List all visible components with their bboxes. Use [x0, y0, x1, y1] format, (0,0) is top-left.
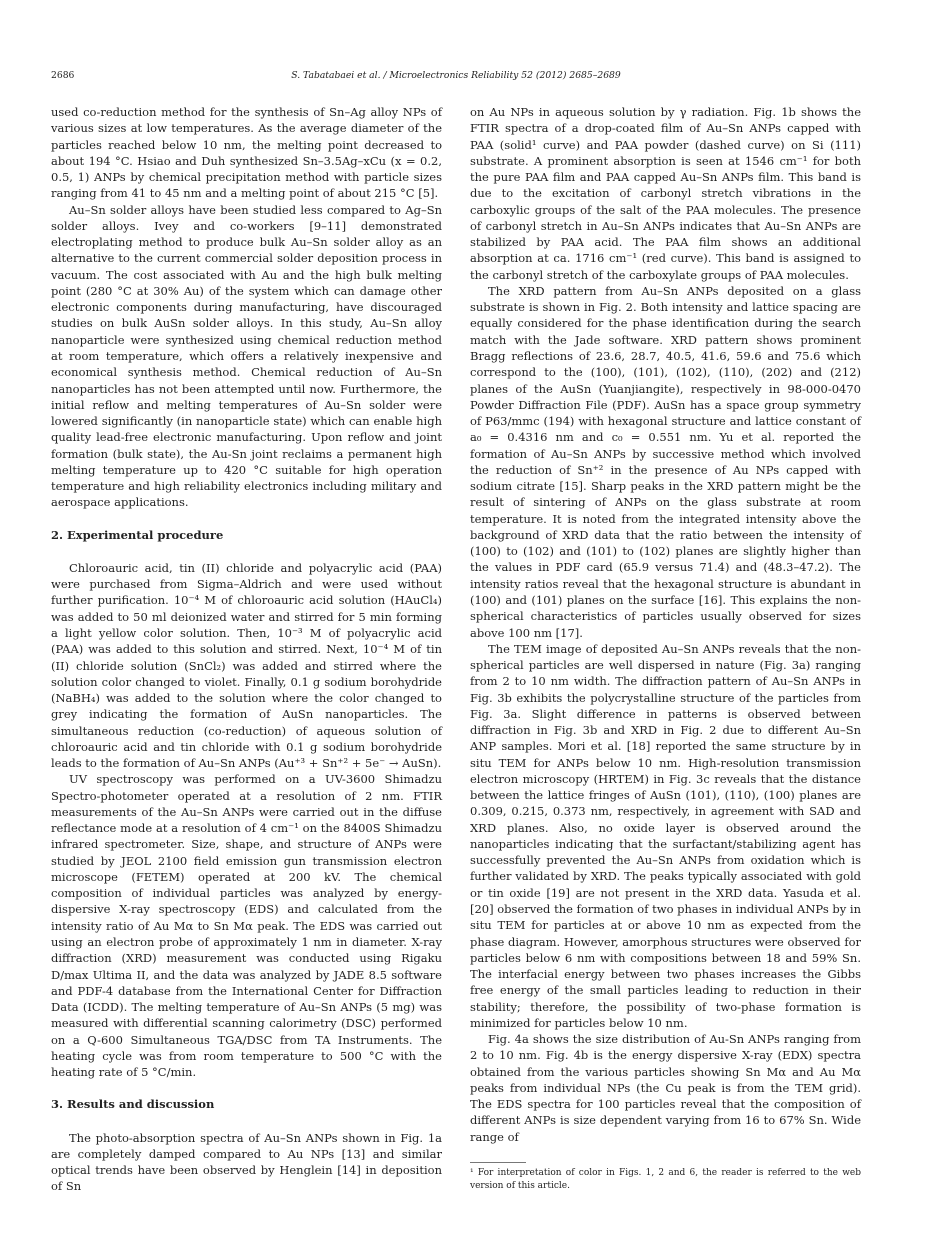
paragraph: The TEM image of deposited Au–Sn ANPs reveals that the non-spherical particles are well dispersed in nature (Fig. 3a) ranging from 2 to 10 nm width. The diffraction pattern of Au–Sn ANPs in Fig. 3b exhibits the polycrystalline structure of the particles from Fig. 3a. Slight difference in patterns is observed between diffraction in Fig. 3b and XRD in Fig. 2 due to different Au–Sn ANP samples. Mori et al. [18] reported the same structure by in situ TEM for ANPs below 10 nm. High-resolution transmission electron microscopy (HRTEM) in Fig. 3c reveals that the distance between the lattice fringes of AuSn (101), (110), (100) planes are 0.309, 0.215, 0.373 nm, respectively, in agreement with SAD and XRD planes. Also, no oxide layer is observed around the nanoparticles indicating that the surfactant/stabilizing agent has successfully prevented the Au–Sn ANPs from oxidation which is further validated by XRD. The peaks typically associated with gold or tin oxide [19] are not present in the XRD data. Yasuda et al. [20] observed the formation of two phases in individual ANPs by in situ TEM for particles at or above 10 nm as expected from the phase diagram. However, amorphous structures were observed for particles below 6 nm with compositions between 18 and 59% Sn. The interfacial energy between two phases increases the Gibbs free energy of the small particles leading to reduction in their stability; therefore, the possibility of two-phase formation is minimized for particles below 10 nm.	[470, 641, 861, 1030]
paragraph: The XRD pattern from Au–Sn ANPs deposited on a glass substrate is shown in Fig. 2. Both intensity and lattice spacing are equally considered for the phase identification during the search match with the Jade software. XRD pattern shows prominent Bragg reflections of 23.6, 28.7, 40.5, 41.6, 59.6 and 75.6 which correspond to the (100), (101), (102), (110), (202) and (212) planes of the AuSn (Yuanjiangite), respectively in 98-000-0470 Powder Diffraction File (PDF). AuSn has a space group symmetry of P63/mmc (194) with hexagonal structure and lattice constant of a₀ = 0.4316 nm and c₀ = 0.551 nm. Yu et al. reported the formation of Au–Sn ANPs by successive method which involved the reduction of Sn⁺² in the presence of Au NPs capped with sodium citrate [15]. Sharp peaks in the XRD pattern might be the result of sintering of ANPs on the glass substrate at room temperature. It is noted from the integrated intensity above the background of XRD data that the ratio between the intensity of (100) to (102) and (101) to (102) planes are slightly higher than the values in PDF card (65.9 versus 71.4) and (48.3–47.2). The intensity ratios reveal that the hexagonal structure is abundant in (100) and (101) planes on the surface [16]. This explains the non-spherical characteristics of particles usually observed for sizes above 100 nm [17].	[470, 283, 861, 640]
section-heading-experimental: 2. Experimental procedure	[51, 527, 224, 542]
page-number: 2686	[51, 70, 75, 81]
paragraph: Chloroauric acid, tin (II) chloride and polyacrylic acid (PAA) were purchased from Sigma–Aldrich and were used without further purification. 10⁻⁴ M of chloroauric acid solution (HAuCl₄) was added to 50 ml deionized water and stirred for 5 min forming a light yellow color solution. Then, 10⁻³ M of polyacrylic acid (PAA) was added to this solution and stirred. Next, 10⁻⁴ M of tin (II) chloride solution (SnCl₂) was added and stirred where the solution color changed to violet. Finally, 0.1 g sodium borohydride (NaBH₄) was added to the solution where the color changed to grey indicating the formation of AuSn nanoparticles. The simultaneous reduction (co-reduction) of aqueous solution of chloroauric acid and tin chloride with 0.1 g sodium borohydride leads to the formation of Au–Sn ANPs (Au⁺³ + Sn⁺² + 5e⁻ → AuSn).	[51, 560, 442, 771]
paragraph: on Au NPs in aqueous solution by γ radiation. Fig. 1b shows the FTIR spectra of a drop-coated film of Au–Sn ANPs capped with PAA (solid¹ curve) and PAA powder (dashed curve) on Si (111) substrate. A prominent absorption is seen at 1546 cm⁻¹ for both the pure PAA film and PAA capped Au–Sn ANPs film. This band is due to the excitation of carbonyl stretch vibrations in the carboxylic groups of the salt of the PAA molecules. The presence of carbonyl stretch in Au–Sn ANPs indicates that Au–Sn ANPs are stabilized by PAA acid. The PAA film shows an additional absorption at ca. 1716 cm⁻¹ (red curve). This band is assigned to the carbonyl stretch of the carboxylate groups of PAA molecules.	[470, 105, 861, 282]
left-column	[51, 104, 442, 1195]
page-header	[51, 70, 861, 86]
right-column	[470, 104, 861, 1193]
section-heading-results: 3. Results and discussion	[51, 1097, 215, 1112]
paragraph: The photo-absorption spectra of Au–Sn ANPs shown in Fig. 1a are completely damped compared to Au NPs [13] and similar optical trends have been observed by Henglein [14] in deposition of Sn	[51, 1130, 442, 1194]
paragraph: used co-reduction method for the synthesis of Sn–Ag alloy NPs of various sizes at low temperatures. As the average diameter of the particles reached below 10 nm, the melting point decreased to about 194 °C. Hsiao and Duh synthesized Sn–3.5Ag–xCu (x = 0.2, 0.5, 1) ANPs by chemical precipitation method with particle sizes ranging from 41 to 45 nm and a melting point of about 215 °C [5].	[51, 105, 442, 201]
paragraph: UV spectroscopy was performed on a UV-3600 Shimadzu Spectro-photometer operated at a resolution of 2 nm. FTIR measurements of the Au–Sn ANPs were carried out in the diffuse reflectance mode at a resolution of 4 cm⁻¹ on the 8400S Shimadzu infrared spectrometer. Size, shape, and structure of ANPs were studied by JEOL 2100 field emission gun transmission electron microscope (FETEM) operated at 200 kV. The chemical composition of individual particles was analyzed by energy-dispersive X-ray spectroscopy (EDS) and calculated from the intensity ratio of Au Mα to Sn Mα peak. The EDS was carried out using an electron probe of approximately 1 nm in diameter. X-ray diffraction (XRD) measurement was conducted using Rigaku D/max Ultima II, and the data was analyzed by JADE 8.5 software and PDF-4 database from the International Center for Diffraction Data (ICDD). The melting temperature of Au–Sn ANPs (5 mg) was measured with differential scanning calorimetry (DSC) performed on a Q-600 Simultaneous TGA/DSC from TA Instruments. The heating cycle was from room temperature to 500 °C with the heating rate of 5 °C/min.	[51, 772, 442, 1080]
journal-running-title: S. Tabatabaei et al. / Microelectronics Reliability 52 (2012) 2685–2689	[291, 70, 621, 81]
footnote: ¹ For interpretation of color in Figs. 1, 2 and 6, the reader is referred to the web version of this article.	[470, 1168, 861, 1191]
paragraph: Fig. 4a shows the size distribution of Au-Sn ANPs ranging from 2 to 10 nm. Fig. 4b is the energy dispersive X-ray (EDX) spectra obtained from the various particles showing Sn Mα and Au Mα peaks from individual NPs (the Cu peak is from the TEM grid). The EDS spectra for 100 particles reveal that the composition of different ANPs is size dependent varying from 16 to 67% Sn. Wide range of	[470, 1032, 861, 1144]
footnote-divider	[470, 1162, 526, 1163]
paragraph: Au–Sn solder alloys have been studied less compared to Ag–Sn solder alloys. Ivey and co-workers [9–11] demonstrated electroplating method to produce bulk Au–Sn solder alloy as an alternative to the current commercial solder deposition process in vacuum. The cost associated with Au and the high bulk melting point (280 °C at 30% Au) of the system which can damage other electronic components during manufacturing, have discouraged studies on bulk AuSn solder alloys. In this study, Au–Sn alloy nanoparticle were synthesized using chemical reduction method at room temperature, which offers a relatively inexpensive and economical synthesis method. Chemical reduction of Au–Sn nanoparticles has not been attempted until now. Furthermore, the initial reflow and melting temperatures of Au–Sn solder were lowered significantly (in nanoparticle state) which can enable high quality lead-free electronic manufacturing. Upon reflow and joint formation (bulk state), the Au-Sn joint reclaims a permanent high melting temperature up to 420 °C suitable for high operation temperature and high reliability electronics including military and aerospace applications.	[51, 202, 442, 510]
